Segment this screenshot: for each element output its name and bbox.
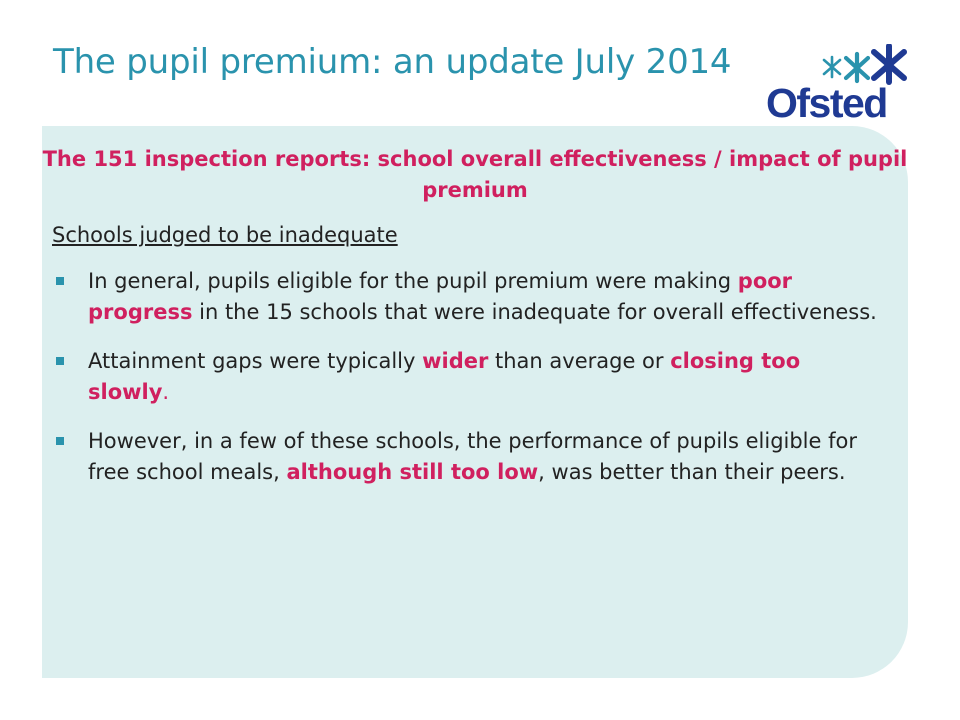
bullet-highlight: wider: [422, 349, 489, 373]
bullet-text-segment: Attainment gaps were typically: [88, 349, 423, 373]
bullet-highlight: poor progress: [88, 269, 793, 324]
bullet-item: [52, 346, 888, 408]
square-bullet-icon: [56, 437, 64, 445]
bullet-highlight: closing too slowly: [88, 349, 801, 404]
square-bullet-icon: [56, 277, 64, 285]
bullet-text-segment: .: [162, 380, 170, 404]
square-bullet-icon: [56, 357, 64, 365]
star-small-icon: [824, 57, 840, 77]
star-medium-icon: [846, 54, 868, 81]
bullet-text-segment: In general, pupils eligible for the pupil premium were making: [88, 269, 738, 293]
bullet-text-segment: However, in a few of these schools, the performance of pupils eligible for free school meals,: [88, 429, 857, 484]
logo-stars: [824, 46, 904, 82]
bullet-text-segment: than average or: [488, 349, 671, 373]
bullet-text: [88, 349, 800, 404]
content-panel: [42, 126, 908, 678]
bullet-text: [88, 429, 857, 484]
ofsted-logo-graphic: [764, 44, 914, 124]
bullet-item: [52, 266, 888, 328]
bullet-text-segment: in the 15 schools that were inadequate for overall effectiveness.: [192, 300, 877, 324]
bullet-item: [52, 426, 888, 488]
bullet-list: [52, 266, 888, 506]
section-heading: Schools judged to be inadequate: [52, 223, 398, 247]
bullet-text-segment: , was better than their peers.: [538, 460, 846, 484]
star-large-icon: [874, 46, 904, 82]
bullet-highlight: although still too low: [286, 460, 539, 484]
bullet-text: [88, 269, 877, 324]
logo-wordmark: Ofsted: [766, 80, 887, 124]
ofsted-logo: [764, 44, 914, 124]
slide-title: The pupil premium: an update July 2014: [53, 42, 732, 82]
panel-subtitle: The 151 inspection reports: school overall effectiveness / impact of pupil premium: [42, 147, 908, 202]
